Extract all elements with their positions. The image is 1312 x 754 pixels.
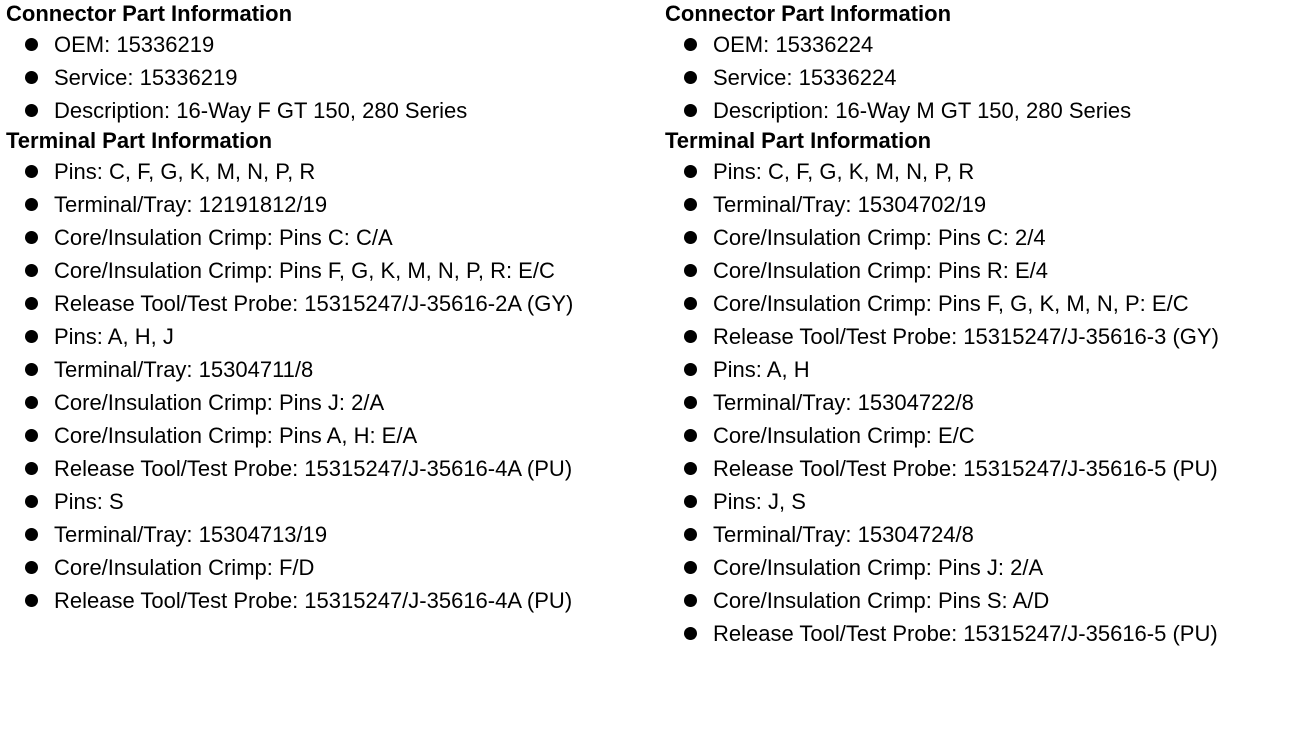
list-item xyxy=(6,28,656,61)
list-item xyxy=(6,419,656,452)
item-text: Service: 15336224 xyxy=(713,65,897,90)
bullet-icon xyxy=(25,264,38,277)
item-text: Pins: A, H xyxy=(713,357,810,382)
bullet-icon xyxy=(684,231,697,244)
bullet-icon xyxy=(684,198,697,211)
bullet-icon xyxy=(684,429,697,442)
item-text: Core/Insulation Crimp: Pins S: A/D xyxy=(713,588,1050,613)
bullet-icon xyxy=(684,297,697,310)
bullet-icon xyxy=(25,429,38,442)
list-item xyxy=(6,155,656,188)
item-text: Core/Insulation Crimp: Pins R: E/4 xyxy=(713,258,1049,283)
item-text: Pins: C, F, G, K, M, N, P, R xyxy=(713,159,975,184)
list-item xyxy=(6,386,656,419)
bullet-icon xyxy=(25,38,38,51)
bullet-icon xyxy=(25,396,38,409)
list-item xyxy=(6,485,656,518)
item-text: Release Tool/Test Probe: 15315247/J-35616-4A (PU) xyxy=(54,588,573,613)
list-item xyxy=(665,485,1312,518)
connector-heading: Connector Part Information xyxy=(665,1,952,26)
item-text: Pins: A, H, J xyxy=(54,324,174,349)
bullet-icon xyxy=(25,198,38,211)
list-item xyxy=(665,287,1312,320)
item-text: Core/Insulation Crimp: Pins F, G, K, M, N, P: E/C xyxy=(713,291,1189,316)
bullet-icon xyxy=(684,104,697,117)
bullet-icon xyxy=(684,594,697,607)
item-text: Release Tool/Test Probe: 15315247/J-35616-5 (PU) xyxy=(713,456,1218,481)
item-text: Core/Insulation Crimp: F/D xyxy=(54,555,315,580)
list-item xyxy=(665,584,1312,617)
list-item xyxy=(665,386,1312,419)
bullet-icon xyxy=(25,330,38,343)
bullet-icon xyxy=(684,165,697,178)
list-item xyxy=(6,584,656,617)
bullet-icon xyxy=(684,561,697,574)
connector-list xyxy=(6,28,656,127)
item-text: Core/Insulation Crimp: Pins J: 2/A xyxy=(713,555,1044,580)
terminal-group xyxy=(665,155,1312,353)
bullet-icon xyxy=(684,528,697,541)
bullet-icon xyxy=(684,330,697,343)
connector-list xyxy=(665,28,1312,127)
bullet-icon xyxy=(684,264,697,277)
bullet-icon xyxy=(25,495,38,508)
bullet-icon xyxy=(684,495,697,508)
list-item xyxy=(6,188,656,221)
item-text: OEM: 15336224 xyxy=(713,32,874,57)
bullet-icon xyxy=(684,627,697,640)
item-text: Core/Insulation Crimp: Pins C: C/A xyxy=(54,225,393,250)
connector-heading: Connector Part Information xyxy=(6,1,293,26)
bullet-icon xyxy=(25,165,38,178)
bullet-icon xyxy=(25,462,38,475)
bullet-icon xyxy=(25,561,38,574)
list-item xyxy=(6,320,656,353)
item-text: Description: 16-Way M GT 150, 280 Series xyxy=(713,98,1132,123)
bullet-icon xyxy=(25,71,38,84)
item-text: Release Tool/Test Probe: 15315247/J-35616-4A (PU) xyxy=(54,456,573,481)
list-item xyxy=(6,452,656,485)
list-item xyxy=(665,61,1312,94)
list-item xyxy=(665,320,1312,353)
list-item xyxy=(6,221,656,254)
list-item xyxy=(665,254,1312,287)
item-text: Service: 15336219 xyxy=(54,65,238,90)
item-text: Terminal/Tray: 15304711/8 xyxy=(54,357,314,382)
item-text: Pins: J, S xyxy=(713,489,806,514)
list-item xyxy=(6,518,656,551)
item-text: Terminal/Tray: 15304722/8 xyxy=(713,390,974,415)
item-text: Core/Insulation Crimp: Pins J: 2/A xyxy=(54,390,385,415)
bullet-icon xyxy=(25,104,38,117)
item-text: Terminal/Tray: 12191812/19 xyxy=(54,192,328,217)
list-item xyxy=(665,28,1312,61)
list-item xyxy=(665,551,1312,584)
terminal-heading: Terminal Part Information xyxy=(665,128,932,153)
list-item xyxy=(665,518,1312,551)
list-item xyxy=(665,617,1312,650)
item-text: Terminal/Tray: 15304702/19 xyxy=(713,192,987,217)
right-column xyxy=(665,0,1312,650)
item-text: Core/Insulation Crimp: Pins A, H: E/A xyxy=(54,423,418,448)
terminal-group xyxy=(6,320,656,485)
item-text: Release Tool/Test Probe: 15315247/J-35616-2A (GY) xyxy=(54,291,574,316)
bullet-icon xyxy=(684,38,697,51)
item-text: Release Tool/Test Probe: 15315247/J-35616-3 (GY) xyxy=(713,324,1219,349)
item-text: Description: 16-Way F GT 150, 280 Series xyxy=(54,98,468,123)
item-text: OEM: 15336219 xyxy=(54,32,215,57)
list-item xyxy=(665,452,1312,485)
list-item xyxy=(6,551,656,584)
list-item xyxy=(665,155,1312,188)
bullet-icon xyxy=(684,71,697,84)
bullet-icon xyxy=(684,396,697,409)
bullet-icon xyxy=(25,528,38,541)
list-item xyxy=(665,188,1312,221)
item-text: Release Tool/Test Probe: 15315247/J-35616-5 (PU) xyxy=(713,621,1218,646)
list-item xyxy=(6,94,656,127)
bullet-icon xyxy=(25,231,38,244)
list-item xyxy=(665,221,1312,254)
item-text: Core/Insulation Crimp: Pins F, G, K, M, N, P, R: E/C xyxy=(54,258,555,283)
item-text: Pins: C, F, G, K, M, N, P, R xyxy=(54,159,316,184)
bullet-icon xyxy=(25,594,38,607)
list-item xyxy=(6,254,656,287)
bullet-icon xyxy=(684,462,697,475)
bullet-icon xyxy=(25,297,38,310)
list-item xyxy=(665,419,1312,452)
bullet-icon xyxy=(684,363,697,376)
terminal-group xyxy=(6,155,656,320)
item-text: Core/Insulation Crimp: E/C xyxy=(713,423,975,448)
list-item xyxy=(665,353,1312,386)
list-item xyxy=(665,94,1312,127)
terminal-heading: Terminal Part Information xyxy=(6,128,273,153)
terminal-group xyxy=(6,485,656,617)
list-item xyxy=(6,287,656,320)
bullet-icon xyxy=(25,363,38,376)
list-item xyxy=(6,353,656,386)
terminal-group xyxy=(665,485,1312,650)
list-item xyxy=(6,61,656,94)
left-column xyxy=(6,0,656,617)
item-text: Pins: S xyxy=(54,489,124,514)
item-text: Core/Insulation Crimp: Pins C: 2/4 xyxy=(713,225,1046,250)
item-text: Terminal/Tray: 15304713/19 xyxy=(54,522,328,547)
item-text: Terminal/Tray: 15304724/8 xyxy=(713,522,974,547)
terminal-group xyxy=(665,353,1312,485)
